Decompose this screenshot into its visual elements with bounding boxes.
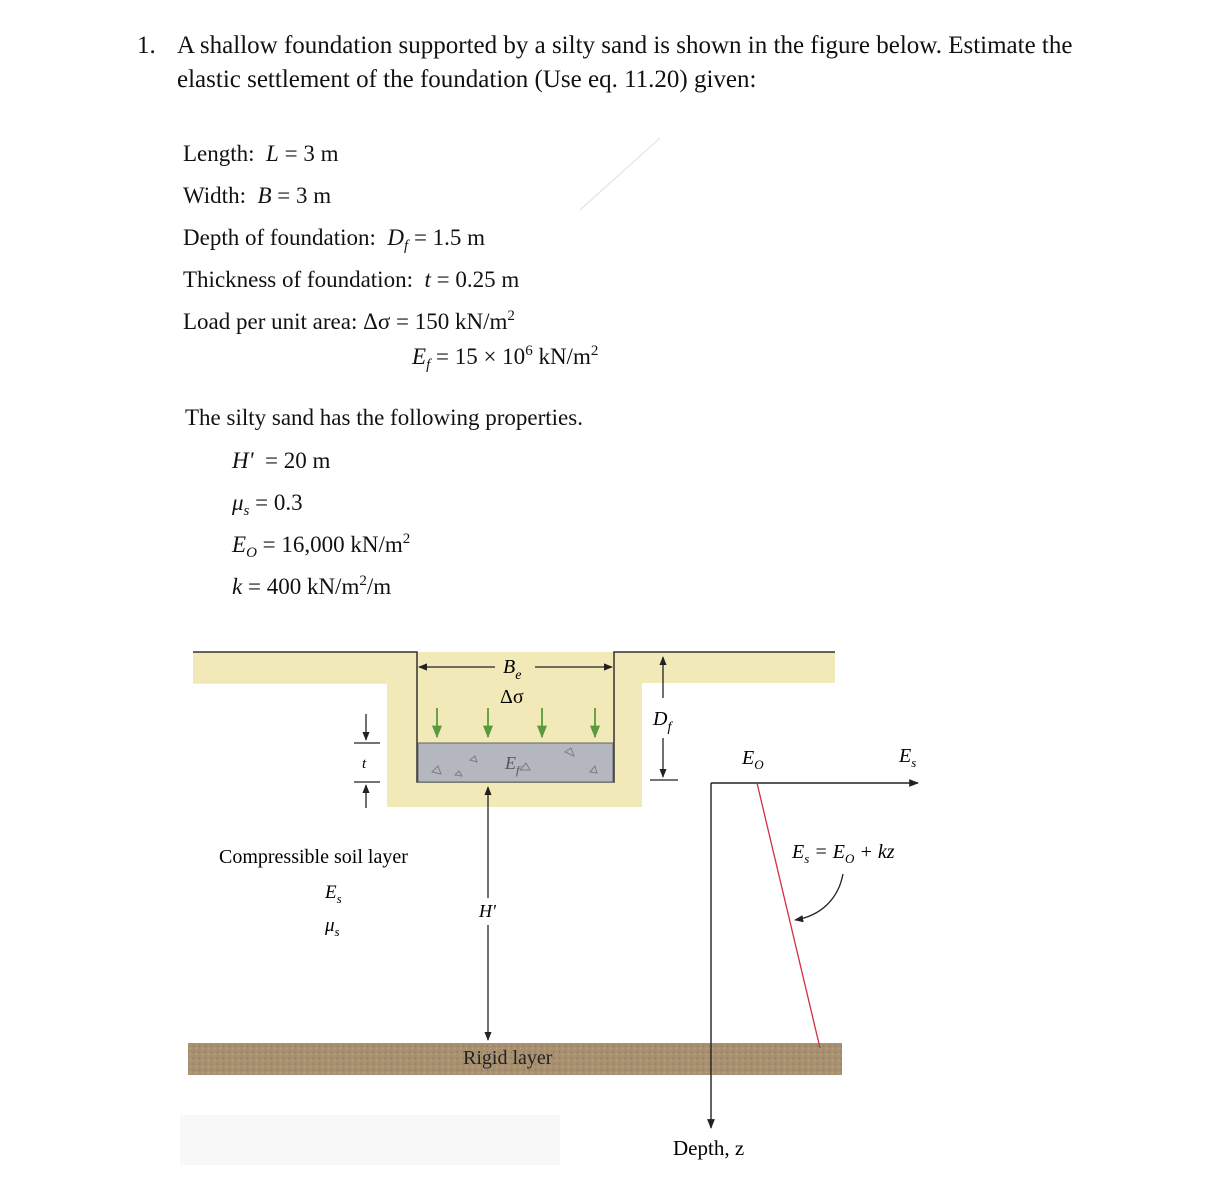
base-shadow — [180, 1115, 560, 1165]
t-label: t — [362, 756, 367, 772]
problem-line-2: elastic settlement of the foundation (Use eq. 11.20) given: — [177, 66, 757, 93]
given-thickness: Thickness of foundation: t = 0.25 m — [183, 267, 520, 292]
load-label: Δσ — [500, 686, 524, 708]
relation-label: $E_s = E_O$ + kz — [792, 841, 895, 866]
rigid-label: Rigid layer — [463, 1047, 553, 1069]
be-label: $B_e$ — [503, 656, 522, 683]
compressible-label: Compressible soil layer — [219, 846, 408, 868]
given-depth: Depth of foundation: $D_f = 1.5$ m — [183, 225, 486, 254]
given-length: Length: L = 3 m — [183, 141, 339, 166]
df-label: $D_f$ — [653, 708, 672, 735]
eo-label: $E_O$ — [742, 747, 764, 772]
es-axis-label: $E_s$ — [899, 745, 917, 770]
problem-number: 1. — [137, 32, 156, 59]
soil-eo: $E_O = 16,000$ $kN/m^2$ — [232, 531, 411, 561]
depth-label: Depth, z — [673, 1136, 745, 1160]
soil-k: k = 400 $kN/m^2/m$ — [232, 573, 392, 599]
ef-label: $E_f$ — [505, 753, 520, 777]
problem-line-1: A shallow foundation supported by a silty sand is shown in the figure below. Estimate the — [177, 32, 1073, 59]
relation-pointer — [795, 874, 843, 920]
mus-label: $\mu_s$ — [325, 915, 340, 939]
faint-stroke — [580, 138, 660, 210]
soil-intro: The silty sand has the following properties. — [185, 405, 583, 430]
soil-mu: $\mu_s = 0.3$ — [232, 490, 303, 519]
given-ef: $E_f = 15 \times 10^6$ $kN/m^2$ — [412, 343, 599, 373]
given-load: Load per unit area: Δσ = 150 $kN/m^2$ — [183, 308, 515, 334]
es-label: $E_s$ — [325, 882, 342, 906]
given-width: Width: B = 3 m — [183, 183, 332, 208]
soil-h: H' = 20 m — [232, 448, 331, 473]
h-label: H' — [479, 901, 496, 921]
